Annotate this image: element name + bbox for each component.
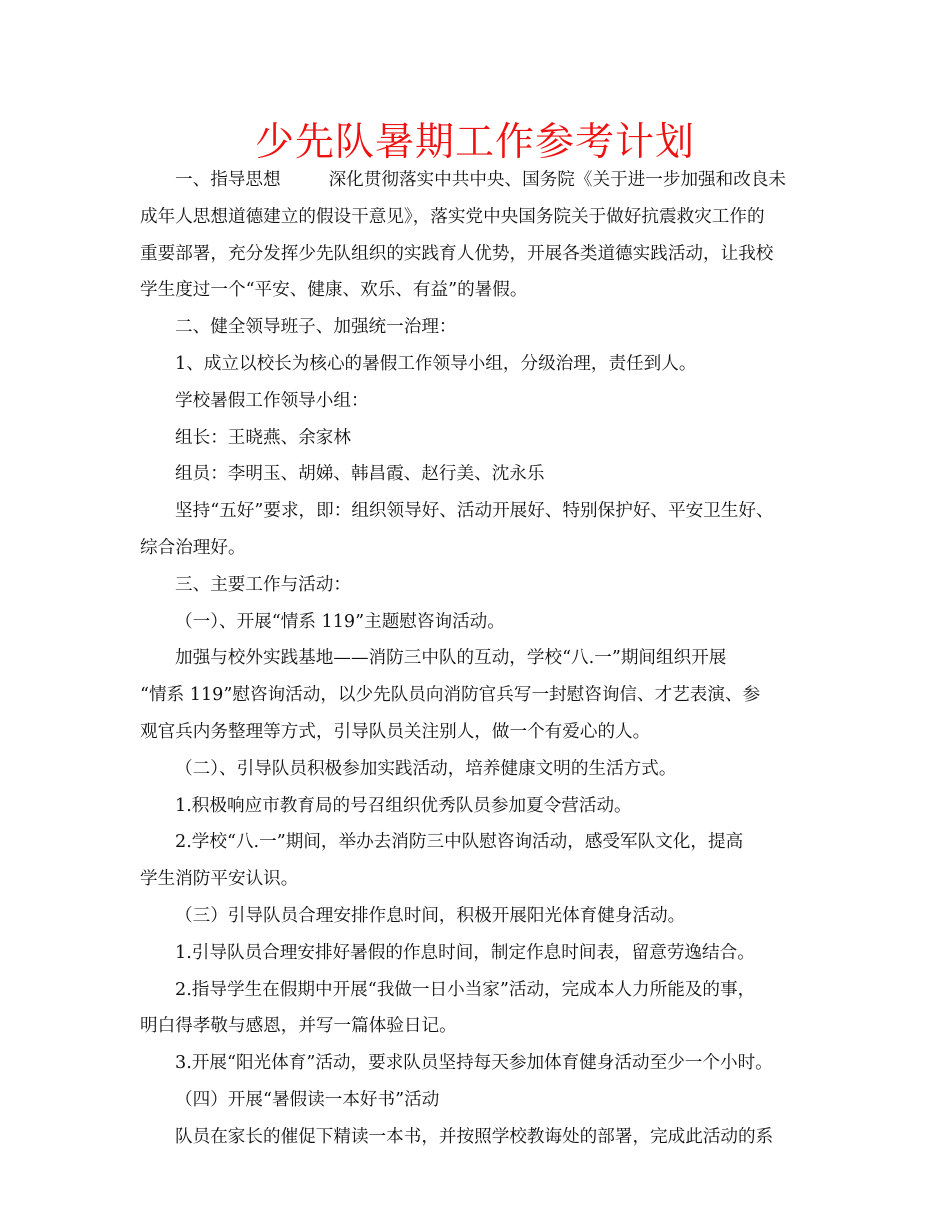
body-line: “情系 119”慰咨询活动，以少先队员向消防官兵写一封慰咨询信、才艺表演、参 [140,685,761,706]
section-heading: 三、主要工作与活动： [175,574,351,595]
body-line [140,162,830,199]
body-line: 2.指导学生在假期中开展“我做一日小当家”活动，完成本人力所能及的事， [175,979,756,1000]
subsection-heading: （一）、开展“情系 119”主题慰咨询活动。 [175,611,505,632]
body-line-text: 深化贯彻落实中共中央、国务院《关于进一步加强和改良未 [328,170,787,190]
body-line: 组员：李明玉、胡娣、韩昌霞、赵行美、沈永乐 [175,464,545,485]
body-line: 学校暑假工作领导小组： [175,390,369,411]
body-line: 队员在家长的催促下精读一本书，并按照学校教诲处的部署，完成此活动的系 [175,1126,774,1147]
section-heading: 二、健全领导班子、加强统一治理： [175,317,457,338]
body-line: 明白得孝敬与感恩，并写一篇体验日记。 [140,1016,457,1037]
body-line: 1.积极响应市教育局的号召组织优秀队员参加夏令营活动。 [175,795,632,816]
body-line: 观官兵内务整理等方式，引导队员关注别人，做一个有爱心的人。 [140,721,651,742]
body-line: 综合治理好。 [140,537,246,558]
body-line: 重要部署，充分发挥少先队组织的实践育人优势，开展各类道德实践活动，让我校 [140,243,774,264]
subsection-heading: （四）开展“暑假读一本好书”活动 [175,1089,440,1110]
subsection-heading: （三）引导队员合理安排作息时间，积极开展阳光体育健身活动。 [175,905,686,926]
body-line: 3.开展“阳光体育”活动，要求队员坚持每天参加体育健身活动至少一个小时。 [175,1053,773,1074]
body-line: 组长：王晓燕、余家林 [175,427,351,448]
body-line: 学生度过一个“平安、健康、欢乐、有益”的暑假。 [140,280,528,301]
body-line: 1.引导队员合理安排好暑假的作息时间，制定作息时间表，留意劳逸结合。 [175,942,755,963]
document-body [140,162,830,1156]
body-line: 1、成立以校长为核心的暑假工作领导小组，分级治理，责任到人。 [175,353,697,374]
document-title: 少先队暑期工作参考计划 [254,120,695,165]
body-line: 2.学校“八.一”期间，举办去消防三中队慰咨询活动，感受军队文化，提高 [175,832,744,853]
body-line: 成年人思想道德建立的假设干意见》，落实党中央国务院关于做好抗震救灾工作的 [140,206,765,227]
body-line: 加强与校外实践基地——消防三中队的互动，学校“八.一”期间组织开展 [175,648,727,669]
body-line: 学生消防平安认识。 [140,869,299,890]
section-heading: 一、指导思想 [175,170,281,190]
subsection-heading: （二）、引导队员积极参加实践活动，培养健康文明的生活方式。 [175,758,677,779]
body-line: 坚持“五好”要求，即：组织领导好、活动开展好、特别保护好、平安卫生好、 [175,501,774,522]
